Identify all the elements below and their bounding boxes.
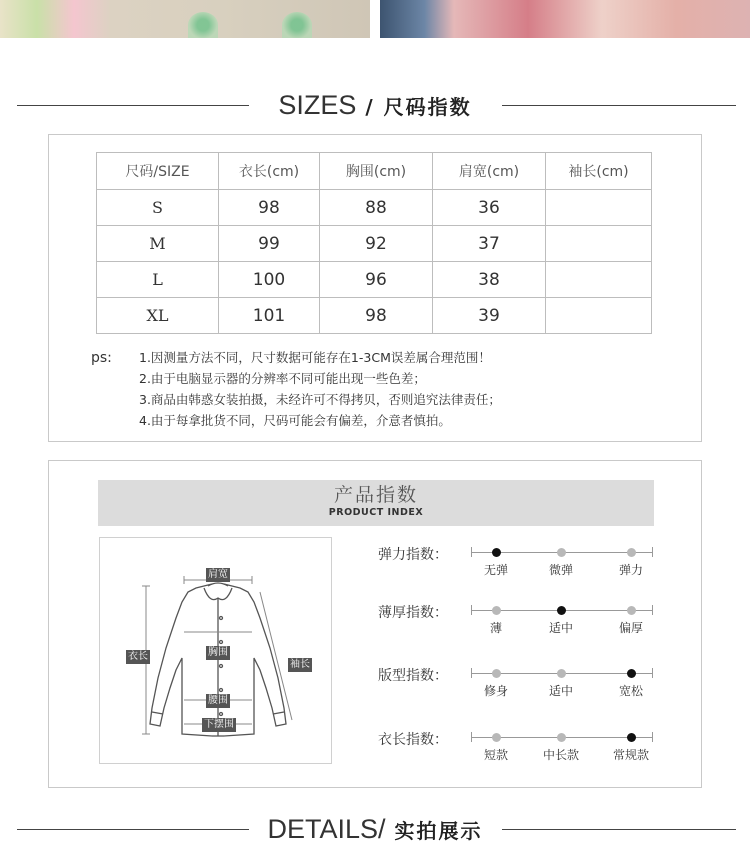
rating-option: 无弹 (483, 563, 508, 577)
product-photo-right (380, 0, 750, 38)
rating-scale (471, 673, 653, 674)
top-photo-strip (0, 0, 750, 38)
rating-label: 版型指数： (378, 668, 448, 684)
table-cell (546, 190, 652, 226)
size-cell: XL (97, 298, 219, 334)
rating-option: 中长款 (542, 748, 579, 762)
table-cell (546, 262, 652, 298)
details-title-cn: 实拍展示 (385, 819, 483, 843)
notes-prefix: ps: (91, 350, 112, 366)
length-rating (378, 729, 658, 769)
table-cell: 39 (433, 298, 546, 334)
size-cell: S (97, 190, 219, 226)
waist-label: 腰围 (208, 695, 228, 706)
photo-detail (188, 12, 218, 38)
photo-detail (282, 12, 312, 38)
rating-label: 弹力指数： (378, 547, 448, 563)
sizes-title-en: SIZES (278, 90, 357, 120)
scale-cap (652, 668, 653, 678)
note-item: 4.由于每拿批货不同，尺码可能会有偏差，介意者慎拍。 (139, 413, 451, 428)
sleeve-label: 袖长 (290, 659, 310, 670)
scale-cap (652, 605, 653, 615)
details-title (0, 811, 750, 851)
rating-dot (557, 733, 566, 742)
rating-option: 常规款 (612, 748, 649, 762)
table-cell (546, 298, 652, 334)
rating-dot (557, 606, 566, 615)
chest-col-header: 胸围(cm) (320, 153, 433, 190)
table-row (97, 262, 652, 298)
shoulder-label: 肩宽 (208, 569, 228, 580)
rating-option: 微弹 (548, 563, 573, 577)
shirt-measurement-diagram (99, 537, 332, 764)
table-row (97, 190, 652, 226)
length-col-header: 衣长(cm) (219, 153, 320, 190)
rating-scale (471, 737, 653, 738)
rating-option: 弹力 (618, 563, 643, 577)
rating-dot (627, 669, 636, 678)
elasticity-rating (378, 544, 658, 584)
scale-cap (471, 732, 472, 742)
thickness-rating (378, 602, 658, 642)
product-index-panel (48, 460, 702, 788)
product-index-title: 产品指数 (333, 484, 418, 506)
table-cell: 98 (219, 190, 320, 226)
rating-option: 适中 (548, 684, 573, 698)
rating-dot (492, 606, 501, 615)
table-cell: 38 (433, 262, 546, 298)
fit-rating (378, 665, 658, 705)
details-title-en: DETAILS/ (267, 814, 386, 844)
note-item: 2.由于电脑显示器的分辨率不同可能出现一些色差； (139, 371, 426, 386)
size-cell: L (97, 262, 219, 298)
size-table-header (97, 153, 652, 190)
hem-label: 下摆围 (204, 719, 234, 730)
rating-label: 薄厚指数： (378, 605, 448, 621)
sleeve-col-header: 袖长(cm) (546, 153, 652, 190)
rating-scale (471, 552, 653, 553)
size-panel (48, 134, 702, 442)
rating-option: 短款 (483, 748, 508, 762)
size-table (96, 152, 652, 334)
rating-dot (557, 669, 566, 678)
table-cell: 96 (320, 262, 433, 298)
table-cell: 36 (433, 190, 546, 226)
scale-cap (652, 732, 653, 742)
table-cell (546, 226, 652, 262)
sizes-title-cn: / 尺码指数 (356, 95, 472, 119)
rating-dot (627, 733, 636, 742)
table-cell: 37 (433, 226, 546, 262)
scale-cap (471, 547, 472, 557)
table-cell: 98 (320, 298, 433, 334)
table-row (97, 226, 652, 262)
rating-scale (471, 610, 653, 611)
sizes-heading (0, 87, 750, 123)
rating-dot (627, 606, 636, 615)
rating-option: 偏厚 (618, 621, 643, 635)
rating-dot (627, 548, 636, 557)
size-col-header: 尺码/SIZE (97, 153, 219, 190)
notes-list (139, 347, 619, 431)
scale-cap (652, 547, 653, 557)
table-cell: 100 (219, 262, 320, 298)
product-photo-left (0, 0, 370, 38)
rating-option: 宽松 (618, 684, 643, 698)
scale-cap (471, 668, 472, 678)
rating-dot (492, 733, 501, 742)
rating-label: 衣长指数： (378, 732, 448, 748)
rating-option: 适中 (548, 621, 573, 635)
product-index-subtitle: PRODUCT INDEX (328, 507, 424, 518)
note-item: 3.商品由韩惑女装拍摄，未经许可不得拷贝，否则追究法律责任； (139, 392, 501, 407)
product-index-banner (98, 480, 654, 526)
rating-option: 薄 (489, 621, 502, 635)
table-cell: 101 (219, 298, 320, 334)
scale-cap (471, 605, 472, 615)
table-row (97, 298, 652, 334)
details-heading (0, 811, 750, 847)
rating-dot (557, 548, 566, 557)
table-cell: 99 (219, 226, 320, 262)
size-cell: M (97, 226, 219, 262)
length-label: 衣长 (128, 651, 148, 662)
rating-dot (492, 669, 501, 678)
rating-option: 修身 (483, 684, 508, 698)
sizes-title (0, 87, 750, 127)
table-cell: 92 (320, 226, 433, 262)
rating-dot (492, 548, 501, 557)
note-item: 1.因测量方法不同，尺寸数据可能存在1-3CM误差属合理范围！ (139, 350, 491, 365)
chest-label: 胸围 (208, 647, 228, 658)
table-cell: 88 (320, 190, 433, 226)
shoulder-col-header: 肩宽(cm) (433, 153, 546, 190)
